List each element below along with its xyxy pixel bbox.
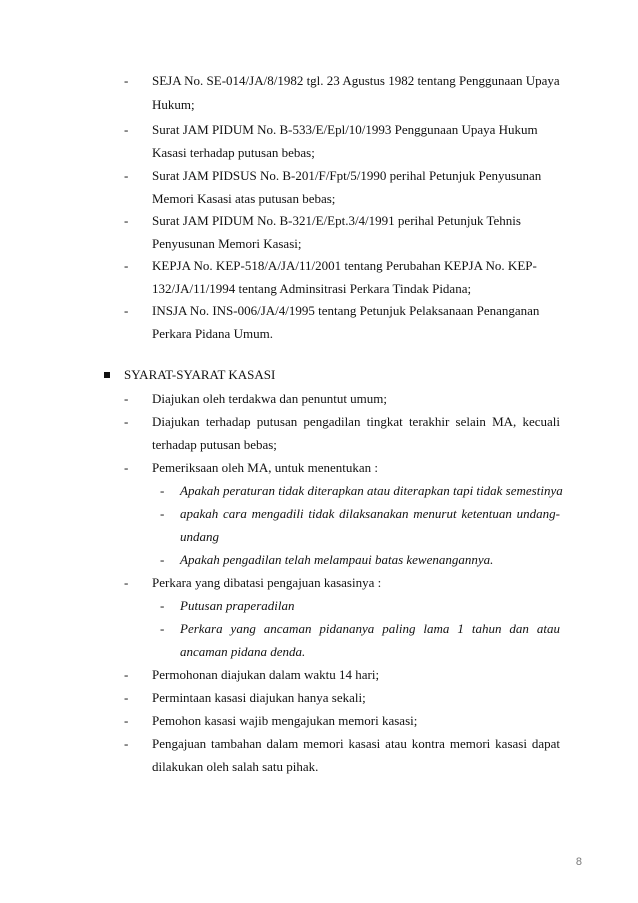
- sub-list-dash: -: [160, 598, 165, 613]
- list-dash: -: [124, 213, 129, 228]
- list-dash: -: [124, 303, 129, 318]
- list-item-line: Hukum;: [152, 97, 195, 112]
- list-item-line: Perkara Pidana Umum.: [152, 326, 273, 341]
- list-dash: -: [124, 690, 129, 705]
- list-dash: -: [124, 667, 129, 682]
- list-dash: -: [124, 73, 129, 88]
- list-dash: -: [124, 122, 129, 137]
- sub-list-item-line: ancaman pidana denda.: [180, 644, 306, 659]
- list-item-line: Perkara yang dibatasi pengajuan kasasinya :: [152, 575, 382, 590]
- list-item-line: Kasasi terhadap putusan bebas;: [152, 145, 315, 160]
- list-dash: -: [124, 575, 129, 590]
- list-item-line: Permohonan diajukan dalam waktu 14 hari;: [152, 667, 380, 682]
- list-dash: -: [124, 414, 129, 429]
- list-dash: -: [124, 258, 129, 273]
- sub-list-item-line: apakah cara mengadili tidak dilaksanakan menurut ketentuan undang-: [180, 506, 560, 521]
- list-item-line: INSJA No. INS-006/JA/4/1995 tentang Petunjuk Pelaksanaan Penanganan: [152, 303, 540, 318]
- list-dash: -: [124, 736, 129, 751]
- list-dash: -: [124, 391, 129, 406]
- sub-list-dash: -: [160, 621, 165, 636]
- sub-list-dash: -: [160, 552, 165, 567]
- list-item-line: terhadap putusan bebas;: [152, 437, 277, 452]
- list-item-line: Penyusunan Memori Kasasi;: [152, 236, 302, 251]
- page-number: 8: [575, 856, 582, 868]
- list-item-line: dilakukan oleh salah satu pihak.: [152, 759, 319, 774]
- list-item-line: Diajukan oleh terdakwa dan penuntut umum;: [152, 391, 388, 406]
- list-dash: -: [124, 168, 129, 183]
- list-item-line: Surat JAM PIDSUS No. B-201/F/Fpt/5/1990 perihal Petunjuk Penyusunan: [152, 168, 542, 183]
- list-item-line: Surat JAM PIDUM No. B-321/E/Ept.3/4/1991 perihal Petunjuk Tehnis: [152, 213, 521, 228]
- sub-list-item-line: undang: [180, 529, 219, 544]
- list-item-line: Memori Kasasi atas putusan bebas;: [152, 191, 336, 206]
- sub-list-dash: -: [160, 483, 165, 498]
- sub-list-item-line: Perkara yang ancaman pidananya paling lama 1 tahun dan atau: [180, 621, 560, 636]
- section-heading: SYARAT-SYARAT KASASI: [124, 367, 276, 382]
- list-item-line: Surat JAM PIDUM No. B-533/E/Epl/10/1993 Penggunaan Upaya Hukum: [152, 122, 538, 137]
- sub-list-item-line: Apakah pengadilan telah melampaui batas kewenangannya.: [180, 552, 494, 567]
- list-dash: -: [124, 713, 129, 728]
- list-item-line: Pemohon kasasi wajib mengajukan memori kasasi;: [152, 713, 418, 728]
- list-item-line: KEPJA No. KEP-518/A/JA/11/2001 tentang Perubahan KEPJA No. KEP-: [152, 258, 537, 273]
- square-bullet-icon: [104, 372, 110, 378]
- list-item-line: 132/JA/11/1994 tentang Adminsitrasi Perkara Tindak Pidana;: [152, 281, 472, 296]
- list-item-line: Permintaan kasasi diajukan hanya sekali;: [152, 690, 366, 705]
- list-item-line: Pemeriksaan oleh MA, untuk menentukan :: [152, 460, 379, 475]
- list-item-line: Diajukan terhadap putusan pengadilan tingkat terakhir selain MA, kecuali: [152, 414, 560, 429]
- sub-list-item-line: Apakah peraturan tidak diterapkan atau diterapkan tapi tidak semestinya: [180, 483, 563, 498]
- sub-list-item-line: Putusan praperadilan: [180, 598, 295, 613]
- list-item-line: Pengajuan tambahan dalam memori kasasi atau kontra memori kasasi dapat: [152, 736, 560, 751]
- list-dash: -: [124, 460, 129, 475]
- list-item-line: SEJA No. SE-014/JA/8/1982 tgl. 23 Agustus 1982 tentang Penggunaan Upaya: [152, 73, 560, 88]
- sub-list-dash: -: [160, 506, 165, 521]
